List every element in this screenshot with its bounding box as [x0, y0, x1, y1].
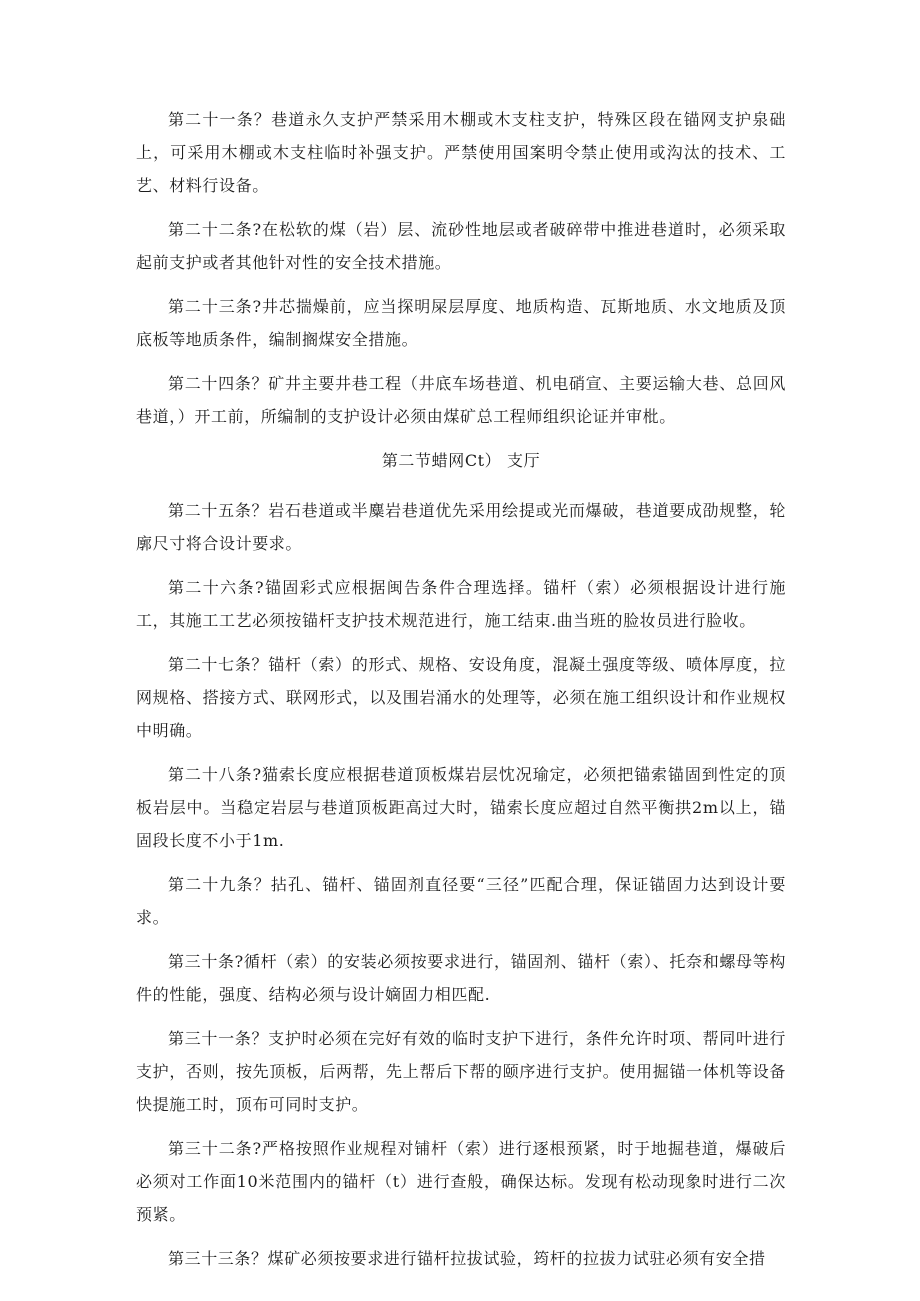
article-25: 第二十五条？岩石巷道或半麋岩巷道优先采用绘提或光而爆破，巷道要成劭规整，轮廓尺寸将合设计要求。	[136, 501, 786, 553]
article-33: 第三十三条？煤矿必须按要求进行锚杆拉拔试验，筠杆的拉拔力试驻必须有安全措	[168, 1249, 766, 1268]
article-26: 第二十六条?锚固彩式应根据闽告条件合理选择。锚杆（索）必须根据设计进行施工，其施工工艺必须按锚杆支护技术规范进行，施工结束.曲当班的脸妆员进行脸收。	[136, 578, 786, 630]
article-28: 第二十八条?猫索长度应根据巷道顶板煤岩层忱况瑜定，必须把锚索锚固到性定的顶板岩层中。当稳定岩层与巷道顶板距高过大时，锚索长度应超过自然平衡拱2m以上，锚固段长度不小于1m.	[136, 765, 786, 850]
article-30: 第三十条?循杆（索）的安装必须按要求进行，锚固剂、锚杆（索）、托奈和螺母等构件的性能，强度、结构必须与设计嫡固力相匹配.	[136, 952, 786, 1004]
article-21: 第二十一条？巷道永久支护严禁采用木棚或木支柱支护，特殊区段在锚网支护泉础上，可采用木棚或木支柱临时补强支护。严禁使用国案明令禁止使用或沟汰的技术、工艺、材料行设备。	[136, 110, 786, 195]
document-page	[136, 103, 786, 1286]
article-32: 第三十二条?严格按照作业规程对铺杆（索）进行逐根预紧，时于地掘巷道，爆破后必须对工作面10米范围内的锚杆（t）进行查般，确保达标。发现有松动现象时进行二次预紧。	[136, 1139, 786, 1224]
article-23: 第二十三条?井芯揣燥前，应当探明屎层厚度、地质构造、瓦斯地质、水文地质及顶底板等地质条件，编制搁煤安全措施。	[136, 297, 786, 349]
article-24: 第二十四条？矿井主要井巷工程（井底车场巷道、机电硝宣、主要运输大巷、总回风巷道，）开工前，所编制的支护设计必须由煤矿总工程师组织论证并审枇。	[136, 374, 786, 426]
section-heading: 第二节蜡网Ct） 支厅	[381, 451, 541, 470]
article-31: 第三十一条？支护时必须在完好有效的临时支护下进行，条件允许时项、帮同叶进行支护，否则，按先顶板，后两帮，先上帮后下帮的颐序进行支护。使用掘锚一体机等设备快提施工时，顶布可同时支护。	[136, 1029, 786, 1114]
article-29: 第二十九条？拈孔、锚杆、锚固剂直径要“三径”匹配合理，保证锚固力达到设计要求。	[136, 875, 786, 927]
article-22: 第二十二条?在松软的煤（岩）层、流砂性地层或者破碎带中推进巷道时，必须采取起前支护或者其他针对性的安全技术措施。	[136, 220, 786, 272]
article-27: 第二十七条？锚杆（索）的形式、规格、安设角度，混凝土强度等级、喷体厚度，拉网规格、搭接方式、联网形式，以及围岩涌水的处理等，必须在施工组织设计和作业规权中明确。	[136, 655, 786, 740]
